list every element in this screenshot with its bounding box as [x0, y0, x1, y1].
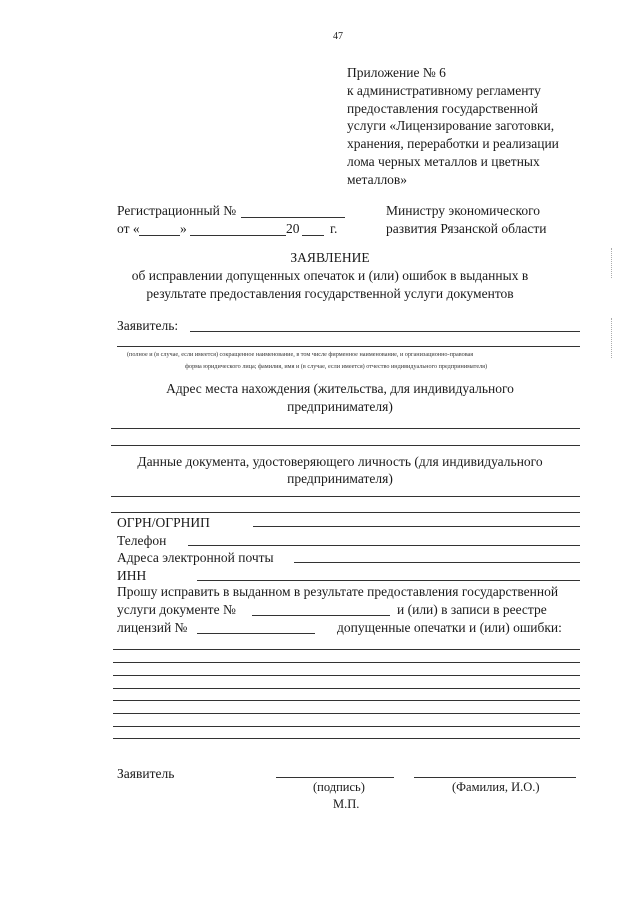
appendix-line: Приложение № 6: [347, 65, 446, 80]
address-field[interactable]: [111, 428, 580, 429]
errors-field-line[interactable]: [113, 713, 580, 714]
document-number-field[interactable]: [252, 615, 390, 616]
applicant-name-field[interactable]: [190, 331, 580, 332]
address-field-2[interactable]: [111, 445, 580, 446]
license-number-field[interactable]: [197, 633, 315, 634]
addressee-line: развития Рязанской области: [386, 221, 547, 236]
document-subtitle-line: об исправлении допущенных опечаток и (или) ошибок в выданных в: [131, 268, 529, 283]
registration-day-field[interactable]: [139, 235, 180, 236]
errors-field-line[interactable]: [113, 688, 580, 689]
email-label: Адреса электронной почты: [117, 550, 274, 565]
stamp-label: М.П.: [333, 797, 360, 811]
document-title: ЗАЯВЛЕНИЕ: [290, 250, 370, 265]
appendix-block: [347, 64, 559, 189]
document-subtitle-line: результате предоставления государственной услуги документов: [146, 286, 514, 301]
errors-field-line[interactable]: [113, 738, 580, 739]
email-field[interactable]: [294, 562, 580, 563]
applicant-hint: (полное и (в случае, если имеется) сокращенное наименование, в том числе фирменное наименование, и организационно-правовая: [127, 351, 474, 358]
applicant-hint: форма юридического лица; фамилия, имя и (в случае, если имеется) отчество индивидуального предпринимателя): [185, 363, 488, 370]
phone-field[interactable]: [188, 545, 580, 546]
signature-name-field[interactable]: [414, 777, 576, 778]
identity-heading: предпринимателя): [287, 471, 393, 486]
identity-field[interactable]: [111, 496, 580, 497]
address-heading: предпринимателя): [287, 399, 393, 414]
errors-field-line[interactable]: [113, 700, 580, 701]
registration-number-label: Регистрационный №: [117, 203, 237, 218]
ogrn-field[interactable]: [253, 526, 580, 527]
registration-date-quote: »: [180, 221, 187, 236]
errors-field-line[interactable]: [113, 662, 580, 663]
appendix-line: металлов»: [347, 171, 408, 187]
addressee-line: Министру экономического: [386, 203, 541, 218]
signature-label: Заявитель: [117, 766, 175, 781]
appendix-line: услуги «Лицензирование заготовки,: [347, 118, 555, 134]
scan-artifact: [611, 248, 614, 278]
inn-label: ИНН: [117, 568, 147, 583]
errors-field-line[interactable]: [113, 675, 580, 676]
registration-year-suffix: г.: [330, 221, 338, 236]
errors-field-line[interactable]: [113, 649, 580, 650]
scan-artifact: [611, 318, 614, 358]
name-hint: (Фамилия, И.О.): [452, 780, 540, 794]
appendix-line: предоставления государственной: [347, 100, 538, 116]
request-text: и (или) в записи в реестре: [397, 602, 547, 617]
identity-heading: Данные документа, удостоверяющего личность (для индивидуального: [137, 454, 543, 469]
applicant-name-field-2[interactable]: [117, 346, 580, 347]
request-text: услуги документе №: [117, 602, 236, 617]
registration-year-field[interactable]: [302, 235, 324, 236]
signature-field[interactable]: [276, 777, 394, 778]
errors-field-line[interactable]: [113, 726, 580, 727]
appendix-line: к административному регламенту: [347, 82, 541, 98]
identity-field-2[interactable]: [111, 512, 580, 513]
registration-number-field[interactable]: [241, 217, 345, 218]
request-text: лицензий №: [117, 620, 188, 635]
applicant-label: Заявитель:: [117, 318, 179, 333]
registration-year-prefix: 20: [286, 221, 300, 236]
ogrn-label: ОГРН/ОГРНИП: [117, 515, 210, 530]
registration-date-from: от «: [117, 221, 140, 236]
request-text: Прошу исправить в выданном в результате предоставления государственной: [117, 584, 559, 599]
inn-field[interactable]: [197, 580, 580, 581]
page-number: 47: [333, 31, 343, 42]
appendix-line: лома черных металлов и цветных: [347, 153, 540, 169]
phone-label: Телефон: [117, 533, 167, 548]
address-heading: Адрес места нахождения (жительства, для индивидуального: [166, 381, 514, 396]
registration-month-field[interactable]: [190, 235, 286, 236]
appendix-line: хранения, переработки и реализации: [347, 136, 559, 152]
request-text: допущенные опечатки и (или) ошибки:: [337, 620, 562, 635]
signature-hint: (подпись): [313, 780, 365, 794]
